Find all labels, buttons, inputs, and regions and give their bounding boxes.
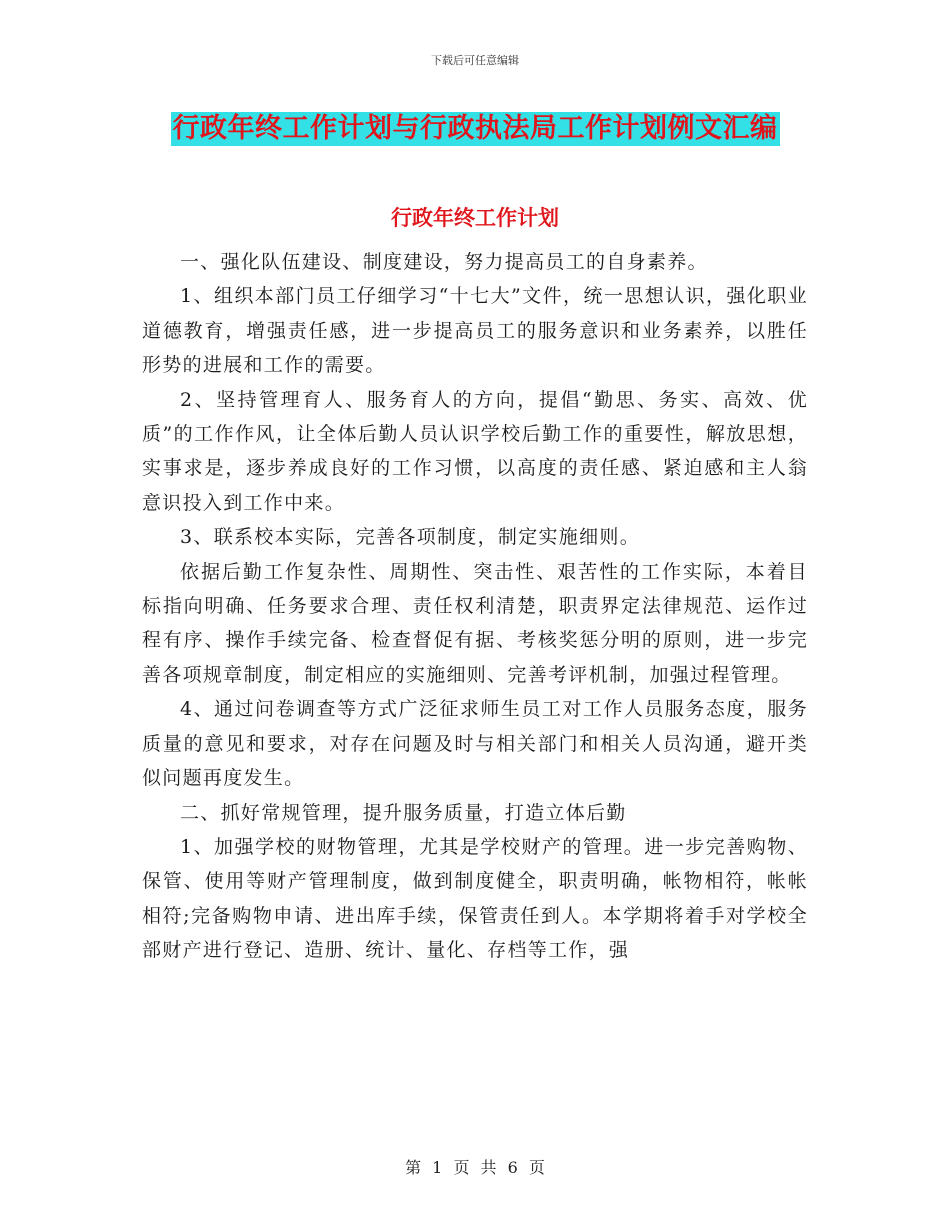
document-title-container: [0, 112, 950, 146]
paragraph: 1、组织本部门员工仔细学习“十七大”文件，统一思想认识，强化职业道德教育，增强责任感，进一步提高员工的服务意识和业务素养，以胜任形势的进展和工作的需要。: [142, 285, 808, 377]
section-title: 行政年终工作计划: [391, 206, 559, 230]
paragraph: 依据后勤工作复杂性、周期性、突击性、艰苦性的工作实际，本着目标指向明确、任务要求合理、责任权利清楚，职责界定法律规范、运作过程有序、操作手续完备、检查督促有据、考核奖惩分明的原则，进一步完善各项规章制度，制定相应的实施细则、完善考评机制，加强过程管理。: [142, 560, 808, 686]
paragraph: 3、联系校本实际，完善各项制度，制定实施细则。: [180, 526, 640, 549]
header-note: 下载后可任意编辑: [431, 54, 519, 67]
paragraph: 1、加强学校的财物管理，尤其是学校财产的管理。进一步完善购物、保管、使用等财产管理制度，做到制度健全，职责明确，帐物相符，帐帐相符;完备购物申请、进出库手续，保管责任到人。本学期将着手对学校全部财产进行登记、造册、统计、量化、存档等工作，强: [142, 835, 808, 962]
paragraph: 4、通过问卷调查等方式广泛征求师生员工对工作人员服务态度，服务质量的意见和要求，对存在问题及时与相关部门和相关人员沟通，避开类似问题再度发生。: [142, 698, 808, 790]
paragraph: 一、强化队伍建设、制度建设，努力提高员工的自身素养。: [180, 251, 708, 273]
document-title: 行政年终工作计划与行政执法局工作计划例文汇编: [172, 113, 778, 144]
page-number: 第 1 页 共 6 页: [405, 1158, 545, 1177]
paragraph: 2、坚持管理育人、服务育人的方向，提倡“勤思、务实、高效、优质”的工作作风，让全体后勤人员认识学校后勤工作的重要性，解放思想，实事求是，逐步养成良好的工作习惯，以高度的责任感、紧迫感和主人翁意识投入到工作中来。: [142, 388, 808, 514]
document-body: [142, 245, 808, 968]
paragraph: 二、抓好常规管理，提升服务质量，打造立体后勤: [180, 801, 627, 824]
